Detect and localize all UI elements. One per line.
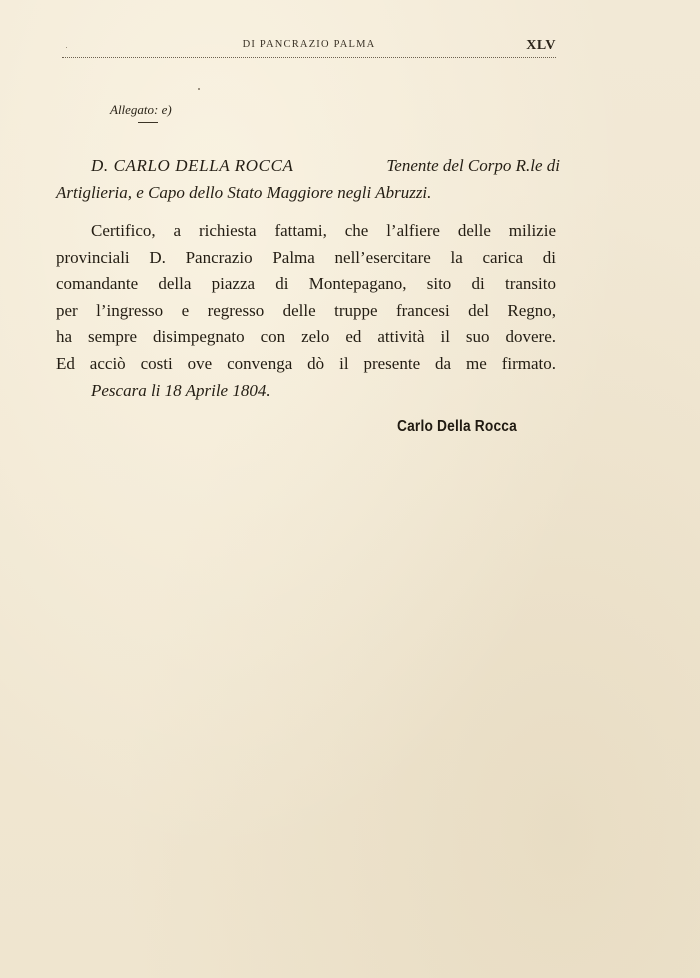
annex-label: Allegato: e) (110, 102, 172, 117)
place-date: Pescara li 18 Aprile 1804. (91, 381, 271, 400)
letter-heading (56, 152, 560, 206)
signature: Carlo Della Rocca (397, 418, 517, 435)
body-line: comandante della piazza di Montepagano, sito di transito (56, 274, 556, 293)
heading-title-line1: Tenente del Corpo R.le di (386, 156, 560, 175)
running-title: DI PANCRAZIO PALMA (242, 39, 376, 50)
header-rule (62, 57, 556, 58)
body-line: per l’ingresso e regresso delle truppe francesi del Regno, (56, 300, 556, 320)
certificate-body (56, 218, 556, 377)
body-line: Ed acciò costi ove convenga dò il presente da me firmato. (56, 353, 556, 373)
body-line: Certifico, a richiesta fattami, che l’alfiere delle milizie (91, 221, 556, 240)
paper-speck (198, 88, 200, 90)
running-head (62, 38, 556, 60)
annex-rule (138, 122, 158, 123)
body-line: provinciali D. Pancrazio Palma nell’esercitare la carica di (56, 247, 556, 267)
heading-title-line2: Artiglieria, e Capo dello Stato Maggiore negli Abruzzi. (56, 183, 432, 202)
body-line: ha sempre disimpegnato con zelo ed attività il suo dovere. (56, 327, 556, 346)
page-number: XLV (526, 38, 556, 53)
heading-name: D. CARLO DELLA ROCCA (91, 156, 294, 175)
paper-speck (66, 47, 67, 48)
